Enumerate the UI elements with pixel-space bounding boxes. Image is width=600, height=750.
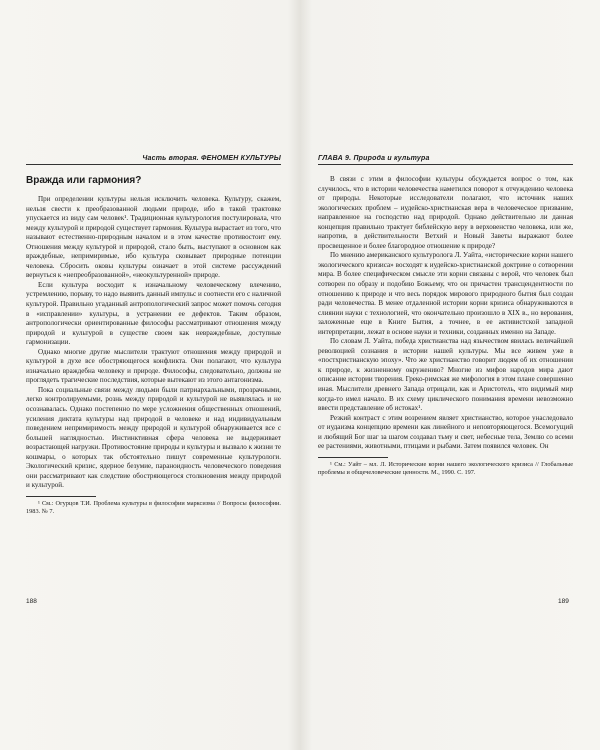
- right-running-header: ГЛАВА 9. Природа и культура: [318, 155, 573, 165]
- left-paragraph-3: Однако многие другие мыслители трактуют отношения между природой и культурой в духе все обостряющегося конфликта. Они полагают, что культура изначально враждебна человеку и природе. Философы, следовательно, должны не проглядеть трагические последствия, которые вытекают из этого антагонизма.: [26, 347, 281, 385]
- right-paragraph-4: Резкий контраст с этим возрением являет христианство, которое унаследовало от иудаизма концепцию времени как линейного и неповторяющегося. Всемогущий и любящий Бог шаг за шагом создавал тьму и свет, небесные тела, Землю со всеми ее растениями, животными, птицами и рыбами. Затем появился человек. Он: [318, 413, 573, 451]
- left-page-number: 188: [26, 598, 37, 605]
- right-page-number: 189: [558, 598, 569, 605]
- left-footnote: ¹ См.: Огурцов Т.И. Проблема культуры в философии марксизма // Вопросы философии. 1983. № 7.: [26, 499, 281, 515]
- left-paragraph-4: Пока социальные связи между людьми были патриархальными, прозрачными, легко контролируемыми, рознь между природой и культурой не выявлялась и не осознавалась. Однако постепенно по мере усложнения общественных отношений, усиления диктата культуры над природой в человеке и над индивидуальным поведением непримиримость между природой и культурой обнаруживается все с большей наглядностью. Инстинктивная сфера человека не выдерживает возрастающей нагрузки. Противостояние природы и культуры и вызвало к жизни те кошмары, о которых так обстоятельно пишут современные культурологи. Экологический кризис, ядерное безумие, параноидность человеческого поведения они рассматривают как следствие обостряющегося столкновения между природой и культурой.: [26, 385, 281, 490]
- section-title: Вражда или гармония?: [26, 175, 142, 186]
- left-paragraph-2: Если культура восходит к изначальному человеческому влечению, устремлению, порыву, то надо выявить данный импульс и соотнести его с наличной культурой. Правильно угаданный антропологический запрос может помочь сегодня в «исправлении» культуры, в устранении ее дефектов. Таким образом, антропологически ориентированные философы рассматривают отношения между природой и культурой в существе своем как невраждебные, доступные гармонизации.: [26, 280, 281, 347]
- right-paragraph-3: По словам Л. Уайта, победа христианства над язычеством явилась величайшей революцией сознания в истории нашей культуры. Мы все живем уже в «постхристианскую эпоху». Что же христианство говорит людям об их отношении к природе, к жизненному окружению? Многие из мифов народов мира дают описание истории творения. Греко-римская же мифология в этом плане совершенно иная. Мыслители древнего Запада отрицали, как и Аристотель, что видимый мир когда-то имел начало. В их схему циклического понимания времени невозможно ввести представление об истоках¹.: [318, 337, 573, 413]
- right-paragraph-1: В связи с этим в философии культуры обсуждается вопрос о том, как случилось, что в истории человечества наметился поворот к отчуждению человека от природы. Некоторые исследователи полагают, что источник наших экологических проблем – иудейско-христианская вера в человеческое призвание, направленное на господство над природой. Однако действительно ли данная концепция правильно трактует библейскую веру в верховенство человека, или же, напротив, в действительности Ветхий и Новый Заветы выражают более просвещенное и более благородное отношение к природе?: [318, 175, 573, 250]
- right-paragraph-2: По мнению американского культуролога Л. Уайта, «исторические корни нашего экологического кризиса» восходят к иудейско-христианской доктрине о сотворении мира. В более специфическом смысле эти корни связаны с верой, что человек был сотворен по образу и подобию Божьему, что он причастен трансцендентности по отношению к природе и что весь порядок мирового природного бытия был создан ради человечества. В менее отдаленной истории корни кризиса обнаруживаются в слиянии науки с технологией, что окончательно произошло в XIX в., но верования, заложенные еще в Книге Бытия, а точнее, в ее активистской западной интерпретации, лежат в основе науки и техники, созданных именно на Западе.: [318, 251, 573, 336]
- left-running-header: Часть вторая. ФЕНОМЕН КУЛЬТУРЫ: [26, 155, 281, 165]
- right-footnote-rule: [318, 457, 388, 458]
- left-page: [26, 155, 281, 600]
- right-page: [318, 155, 573, 600]
- left-paragraph-1: При определении культуры нельзя исключить человека. Культуру, скажем, нельзя свести к преобразованной людьми природе, ибо в такой трактовке упускается из виду сам человек¹. Традиционная культурология постулировала, что между культурой и природой существует гармония. Культура вырастает из того, что называют естественно-природным началом и в этом качестве противостоит ему. Отношения между культурой и природой, стало быть, выступают в основном как враждебные, непримиримые, ибо культура сковывает природные потенции человека. Сбросить оковы культуры означает в этой системе рассуждений вернуться к «непреобразованной», «неокультуренной» природе.: [26, 195, 281, 280]
- right-footnote: ¹ См.: Уайт – мл. Л. Исторические корни нашего экологического кризиса // Глобальные проблемы и общечеловеческие ценности. М., 1990. С. 197.: [318, 460, 573, 476]
- left-footnote-rule: [26, 496, 96, 497]
